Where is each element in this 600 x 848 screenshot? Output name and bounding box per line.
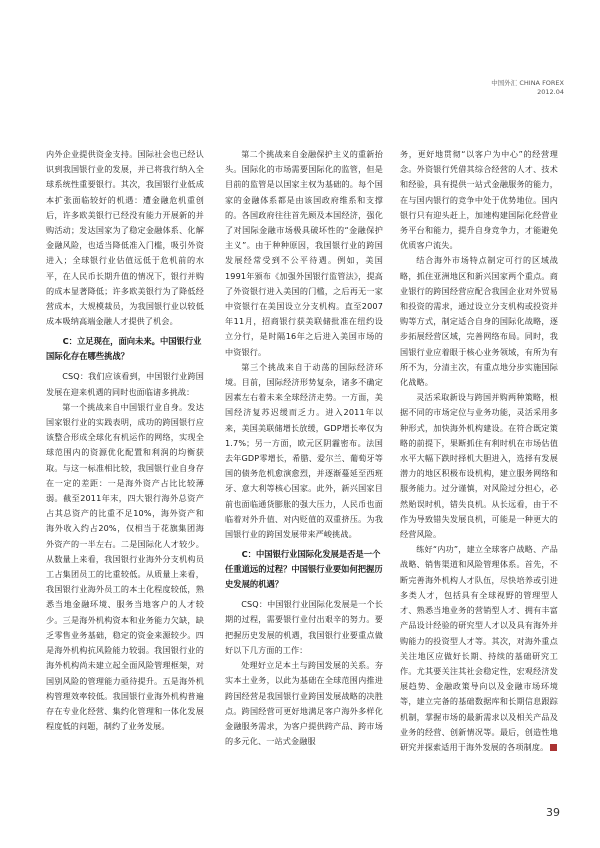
page-number: 39	[546, 806, 560, 819]
paragraph: 处理好立足本土与跨国发展的关系。夯实本土业务，以此为基础在全球范围内推进跨国经营是我国银行业跨国发展战略的决胜点。跨国经营可更好地满足客户海外多样化金融服务需求，为客户提供跨产品、跨市场的多元化、一站式金融服	[225, 660, 383, 747]
paragraph: CSQ：中国银行业国际化发展是一个长期的过程，需要银行业付出艰辛的努力。要把握历史发展的机遇，我国银行业要重点做好以下几方面的工作：	[225, 599, 383, 655]
interview-question: C：中国银行业国际化发展是否是一个任重道远的过程？中国银行业要如何把握历史发展的机遇？	[225, 549, 383, 590]
paragraph: 务，更好地贯彻“以客户为中心”的经营理念。外资银行凭借其综合经营的人才、技术和经验，具有提供一站式金融服务的能力，在与国内银行的竞争中处于优势地位。国内银行只有迎头赶上，加速构建国际化经营业务平台和能力，提升自身竞争力，才能避免优质客户流失。	[400, 149, 558, 251]
paragraph: 灵活采取新设与跨国并购两种策略，根据不同的市场定位与业务功能，灵活采用多种形式，加快海外机构建设。在符合既定策略的前提下，果断抓住有利时机在市场估值水平大幅下跌时择机大胆进入，选择有发展潜力的地区积极布设机构，建立服务网络和服务能力。过分谨慎，对风险过分担心，必然贻误时机，错失良机。从长远看，由于不作为导致错失发展良机，可能是一种更大的经营风险。	[400, 392, 558, 540]
paragraph: 内外企业提供资金支持。国际社会也已经认识到我国银行业的发展，并已将我行纳入全球系统性重要银行。其次，我国银行业低成本扩张面临较好的机遇：遭金融危机重创后，许多欧美银行已经没有能力开展新的并购活动；发达国家为了稳定金融体系、化解金融风险，也适当降低准入门槛，吸引外资进入；全球银行业估值远低于危机前的水平，在人民币长期升值的情况下，银行并购的成本显著降低；许多欧美银行为了降低经营成本，大规模裁员，为我国银行业以较低成本吸纳高端金融人才提供了机会。	[46, 149, 204, 327]
publication-name: 中国外汇 CHINA FOREX	[491, 79, 564, 87]
column-3	[400, 147, 558, 755]
end-mark-icon	[550, 744, 557, 751]
issue-date: 2012.04	[537, 88, 564, 96]
paragraph: 第二个挑战来自金融保护主义的重新抬头。国际化的市场需要国际化的监管，但是目前的监管是以国家主权为基础的。每个国家的金融体系都是由该国政府维系和支撑的。各国政府往往首先顾及本国经济，强化了对国际金融市场极具破坏性的“金融保护主义”。由于种种原因，我国银行业的跨国发展经常受到不公平待遇。例如，美国1991年颁布《加强外国银行监管法》，提高了外资银行进入美国的门槛，之后再无一家中资银行在美国设立分支机构。直至2007年11月，招商银行获美联储批准在纽约设立分行，是时隔16年之后进入美国市场的中资银行。	[225, 149, 383, 357]
paragraph-text: 练好“内功”，建立全球客户战略、产品战略、销售渠道和风险管理体系。首先，不断完善海外机构人才队伍，尽快培养或引进多类人才，包括具有全球视野的管理型人才、熟悉当地业务的营销型人才、拥有丰富产品设计经验的研究型人才以及具有海外并购能力的投资型人才等。其次，对海外重点关注地区应做好长期、持续的基础研究工作。尤其要关注其社会稳定性，宏观经济发展趋势、金融政策导向以及金融市场环境等，建立完备的基础数据库和长期信息跟踪机制，掌握市场的最新需求以及相关产品及业务的经营、创新情况等。最后，创造性地研究并探索适用于海外发展的各项制度。	[400, 544, 558, 752]
column-1	[46, 147, 204, 734]
column-2	[225, 147, 383, 749]
paragraph: 第三个挑战来自于动荡的国际经济环境。目前，国际经济形势复杂，诸多不确定因素左右着未来全球经济走势。一方面，美国经济复苏迟缓而乏力。进入2011年以来，美国美联储增长放缓，GDP增长率仅为1.7%；另一方面，欧元区阴霾密布。法国去年GDP零增长，希腊、爱尔兰、葡萄牙等国的债务危机愈演愈烈，并逐渐蔓延至西班牙、意大利等核心国家。此外，新兴国家目前也面临通货膨胀的强大压力，人民币也面临着对外升值、对内贬值的双重挤压。为我国银行业的跨国发展带来严峻挑战。	[225, 361, 383, 540]
interview-question: C：立足现在，面向未来。中国银行业国际化存在哪些挑战？	[46, 336, 202, 362]
paragraph: 结合海外市场特点制定可行的区域战略，抓住亚洲地区和新兴国家两个重点。商业银行的跨国经营应配合我国企业对外贸易和投资的需求，通过设立分支机构或投资并购等方式，制定适合自身的国际化战略，逐步拓展经营区域，完善网络布局。同时，我国银行业应着眼于核心业务领域，有所为有所不为，分清主次，有重点地分步实施国际化战略。	[400, 255, 558, 388]
paragraph: 第一个挑战来自中国银行业自身。发达国家银行业的实践表明，成功的跨国银行应该整合形成全球化有机运作的网络，实现全球范围内的资源优化配置和利润的均衡获取。与这一标准相比较，我国银行业自身存在一定的差距：一是海外资产占比比较薄弱。截至2011年末，四大银行海外总资产占其总资产的比重不足10%，海外资产和海外收入约占20%，仅相当于花旗集团海外资产的一半左右。二是国际化人才较少。从数量上来看，我国银行业海外分支机构员工占集团员工的比重较低。从质量上来看，我国银行业海外员工的本土化程度较低，熟悉当地金融环境、服务当地客户的人才较少。三是海外机构资本和业务能力欠缺，缺乏零售业务基础，稳定的资金来源较少。四是海外机构抗风险能力较弱。我国银行业的海外机构尚未建立起全面风险管理框架，对国别风险的管理能力亟待提升。五是海外机构管理效率较低。我国银行业海外机构普遍存在专业化经营、集约化管理和一体化发展程度低的问题，制约了业务发展。	[46, 401, 204, 732]
masthead	[491, 79, 564, 97]
paragraph	[400, 542, 558, 755]
paragraph: CSQ：我们应该看到，中国银行业跨国发展在迎来机遇的同时也面临诸多挑战：	[46, 371, 204, 397]
